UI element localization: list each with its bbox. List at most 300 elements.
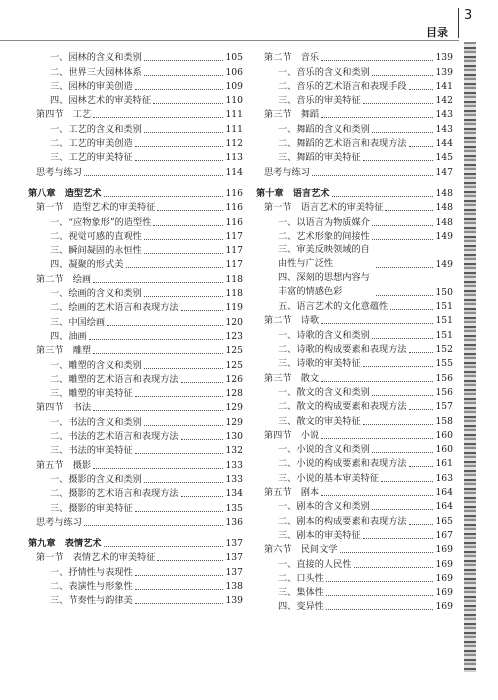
dot-leader	[363, 366, 434, 367]
dot-leader	[144, 425, 224, 426]
toc-section-entry	[28, 164, 243, 178]
toc-section-entry	[28, 400, 243, 414]
dot-leader	[354, 567, 434, 568]
toc-entry-title: 第四节 书法	[36, 402, 92, 414]
toc-subsection-entry	[256, 442, 453, 456]
toc-page-number: 142	[435, 95, 453, 107]
toc-entry-title: 一、舞蹈的含义和类别	[278, 123, 370, 135]
toc-entry-title: 二、绘画的艺术语言和表现方法	[50, 302, 179, 314]
dot-leader	[144, 75, 224, 76]
dot-leader	[326, 581, 434, 582]
toc-subsection-entry	[256, 599, 453, 613]
toc-page-number: 161	[435, 458, 453, 470]
toc-entry-title: 二、诗歌的构成要素和表现方法	[278, 344, 407, 356]
toc-entry-title: 三、剧本的审美特征	[278, 529, 361, 541]
toc-entry-title: 第十章 语言艺术	[256, 187, 330, 199]
toc-entry-title: 第八章 造型艺术	[28, 187, 102, 199]
toc-subsection-entry	[28, 150, 243, 164]
toc-entry-title: 三、雕塑的审美特征	[50, 388, 133, 400]
toc-subsection-entry	[28, 429, 243, 443]
toc-subsection-entry	[256, 299, 453, 313]
toc-subsection-entry	[28, 64, 243, 78]
toc-entry-title: 二、视觉可感的直观性	[50, 230, 142, 242]
running-header: 目录	[426, 26, 448, 39]
toc-page-number: 114	[225, 166, 243, 178]
toc-page-number: 147	[435, 166, 453, 178]
toc-entry-title: 第三节 雕塑	[36, 345, 92, 357]
toc-page-number: 116	[225, 216, 243, 228]
toc-page-number: 118	[225, 288, 243, 300]
dot-leader	[372, 75, 434, 76]
toc-page-number: 169	[435, 544, 453, 556]
dot-leader	[144, 60, 224, 61]
toc-page-number: 133	[225, 459, 243, 471]
toc-entry-title: 一、书法的含义和类别	[50, 416, 142, 428]
toc-entry-title: 一、工艺的含义和类别	[50, 123, 142, 135]
toc-subsection-entry	[28, 443, 243, 457]
toc-page-number: 123	[225, 330, 243, 342]
dot-leader	[390, 309, 433, 310]
dot-leader	[376, 295, 433, 296]
toc-right-column	[256, 50, 453, 613]
toc-entry-title: 四、深刻的思想内容与丰富的情感色彩	[278, 271, 370, 297]
toc-section-entry	[256, 107, 453, 121]
toc-subsection-entry	[28, 79, 243, 93]
toc-entry-title: 思考与练习	[264, 166, 310, 178]
dot-leader	[372, 338, 434, 339]
dot-leader	[135, 396, 224, 397]
dot-leader	[135, 603, 224, 604]
toc-subsection-entry	[28, 414, 243, 428]
toc-page-number: 148	[435, 202, 453, 214]
toc-page-number: 145	[435, 152, 453, 164]
dot-leader	[144, 239, 224, 240]
dot-leader	[409, 352, 434, 353]
toc-chapter-entry	[28, 536, 243, 550]
toc-page-number: 111	[225, 123, 243, 135]
toc-entry-title: 三、诗歌的审美特征	[278, 358, 361, 370]
dot-leader	[372, 509, 434, 510]
toc-entry-title: 第三节 散文	[264, 372, 320, 384]
toc-page-number: 117	[225, 259, 243, 271]
dot-leader	[326, 595, 434, 596]
toc-entry-title: 二、剧本的构成要素和表现方法	[278, 515, 407, 527]
toc-subsection-entry	[256, 64, 453, 78]
toc-page-number: 148	[435, 187, 453, 199]
toc-page-number: 120	[225, 316, 243, 328]
toc-page-number: 156	[435, 386, 453, 398]
dot-leader	[135, 453, 224, 454]
toc-page-number: 135	[225, 502, 243, 514]
toc-page-number: 160	[435, 429, 453, 441]
toc-entry-title: 一、诗歌的含义和类别	[278, 329, 370, 341]
dot-leader	[135, 575, 224, 576]
toc-subsection-entry	[256, 93, 453, 107]
toc-entry-title: 三、舞蹈的审美特征	[278, 152, 361, 164]
dot-leader	[181, 310, 224, 311]
toc-subsection-entry	[256, 385, 453, 399]
dot-leader	[181, 439, 224, 440]
toc-page-number: 128	[225, 388, 243, 400]
toc-entry-title: 三、节奏性与韵律美	[50, 595, 133, 607]
toc-subsection-entry	[28, 579, 243, 593]
dot-leader	[372, 132, 434, 133]
toc-chapter-entry	[28, 186, 243, 200]
dot-leader	[321, 323, 433, 324]
toc-entry-title: 三、工艺的审美特征	[50, 152, 133, 164]
toc-section-entry	[256, 485, 453, 499]
toc-subsection-entry	[256, 229, 453, 243]
toc-entry-title: 二、世界三大园林体系	[50, 66, 142, 78]
toc-section-entry	[256, 542, 453, 556]
dot-leader	[84, 525, 224, 526]
toc-subsection-entry	[256, 271, 453, 299]
toc-section-entry	[256, 370, 453, 384]
dot-leader	[321, 60, 433, 61]
toc-subsection-entry	[28, 300, 243, 314]
toc-page-number: 139	[435, 66, 453, 78]
dot-leader	[104, 546, 224, 547]
toc-page-number: 151	[435, 329, 453, 341]
dot-leader	[126, 267, 224, 268]
toc-page-number: 149	[435, 258, 453, 270]
toc-page-number: 151	[435, 301, 453, 313]
toc-subsection-entry	[28, 593, 243, 607]
dot-leader	[157, 560, 223, 561]
toc-section-entry	[256, 200, 453, 214]
toc-section-entry	[28, 457, 243, 471]
toc-page-number: 125	[225, 345, 243, 357]
toc-subsection-entry	[256, 121, 453, 135]
toc-section-entry	[256, 428, 453, 442]
toc-page-number: 144	[435, 138, 453, 150]
dot-leader	[93, 353, 223, 354]
toc-page-number: 112	[225, 138, 243, 150]
toc-subsection-entry	[256, 499, 453, 513]
toc-section-entry	[28, 271, 243, 285]
toc-page-number: 109	[225, 80, 243, 92]
toc-subsection-entry	[28, 257, 243, 271]
toc-page-number: 117	[225, 230, 243, 242]
dot-leader	[321, 381, 433, 382]
page-number: 3	[464, 8, 473, 23]
toc-subsection-entry	[28, 214, 243, 228]
dot-leader	[363, 538, 434, 539]
dot-leader	[321, 117, 433, 118]
dot-leader	[372, 239, 434, 240]
toc-subsection-entry	[28, 564, 243, 578]
dot-leader	[93, 117, 223, 118]
toc-entry-title: 第二节 音乐	[264, 52, 320, 64]
dot-leader	[363, 424, 434, 425]
toc-page-number: 152	[435, 344, 453, 356]
header-rule	[0, 40, 459, 41]
toc-page-number: 126	[225, 373, 243, 385]
toc-page-number: 139	[225, 595, 243, 607]
toc-entry-title: 第四节 工艺	[36, 109, 92, 121]
dot-leader	[372, 452, 434, 453]
toc-entry-title: 三、中国绘画	[50, 316, 106, 328]
toc-page-number: 138	[225, 580, 243, 592]
toc-page-number: 119	[225, 302, 243, 314]
toc-entry-title: 一、摄影的含义和类别	[50, 473, 142, 485]
toc-entry-title: 第一节 造型艺术的审美特征	[36, 202, 156, 214]
toc-subsection-entry	[256, 556, 453, 570]
toc-subsection-entry	[256, 136, 453, 150]
toc-page-number: 136	[225, 516, 243, 528]
dot-leader	[181, 382, 224, 383]
header-divider	[458, 8, 459, 38]
toc-entry-title: 一、直接的人民性	[278, 558, 352, 570]
decorative-edge-band	[464, 42, 476, 672]
dot-leader	[332, 196, 434, 197]
toc-page-number: 129	[225, 402, 243, 414]
toc-section-entry	[28, 550, 243, 564]
dot-leader	[135, 146, 224, 147]
toc-subsection-entry	[28, 243, 243, 257]
toc-entry-title: 一、以语言为物质媒介	[278, 216, 370, 228]
toc-entry-title: 思考与练习	[36, 166, 82, 178]
dot-leader	[409, 524, 434, 525]
toc-entry-title: 四、园林艺术的审美特征	[50, 95, 152, 107]
toc-page-number: 150	[435, 286, 453, 298]
toc-page-number: 160	[435, 444, 453, 456]
toc-entry-title: 一、剧本的含义和类别	[278, 501, 370, 513]
dot-leader	[144, 296, 224, 297]
dot-leader	[84, 175, 224, 176]
toc-subsection-entry	[256, 150, 453, 164]
toc-page-number: 164	[435, 501, 453, 513]
toc-chapter-entry	[256, 186, 453, 200]
toc-entry-title: 二、散文的构成要素和表现方法	[278, 401, 407, 413]
toc-subsection-entry	[28, 500, 243, 514]
dot-leader	[144, 253, 224, 254]
toc-page-number: 169	[435, 601, 453, 613]
toc-page-number: 149	[435, 230, 453, 242]
toc-entry-title: 二、小说的构成要素和表现方法	[278, 458, 407, 470]
dot-leader	[376, 267, 433, 268]
toc-subsection-entry	[28, 357, 243, 371]
toc-page-number: 164	[435, 487, 453, 499]
dot-leader	[409, 409, 434, 410]
toc-entry-title: 二、音乐的艺术语言和表现手段	[278, 80, 407, 92]
toc-subsection-entry	[28, 93, 243, 107]
toc-page-number: 137	[225, 552, 243, 564]
toc-page-number: 158	[435, 415, 453, 427]
dot-leader	[107, 325, 223, 326]
toc-entry-title: 二、摄影的艺术语言和表现方法	[50, 488, 179, 500]
toc-entry-title: 第四节 小说	[264, 429, 320, 441]
dot-leader	[321, 438, 433, 439]
toc-entry-title: 第六节 民间文学	[264, 544, 338, 556]
toc-subsection-entry	[28, 121, 243, 135]
toc-entry-title: 一、“应物象形”的造型性	[50, 216, 152, 228]
toc-subsection-entry	[28, 136, 243, 150]
toc-entry-title: 三、小说的基本审美特征	[278, 472, 380, 484]
toc-section-entry	[28, 200, 243, 214]
toc-section-entry	[28, 343, 243, 357]
toc-subsection-entry	[256, 571, 453, 585]
toc-page-number: 116	[225, 202, 243, 214]
dot-leader	[93, 282, 223, 283]
dot-leader	[326, 609, 434, 610]
toc-section-entry	[28, 515, 243, 529]
toc-page-number: 116	[225, 187, 243, 199]
toc-entry-title: 二、工艺的审美创造	[50, 138, 133, 150]
toc-entry-title: 三、审美反映领域的自由性与广泛性	[278, 243, 370, 269]
toc-page-number: 169	[435, 587, 453, 599]
dot-leader	[363, 160, 434, 161]
toc-entry-title: 四、油画	[50, 330, 87, 342]
toc-entry-title: 三、散文的审美特征	[278, 415, 361, 427]
toc-entry-title: 第九章 表情艺术	[28, 538, 102, 550]
toc-page-number: 143	[435, 123, 453, 135]
toc-subsection-entry	[28, 472, 243, 486]
toc-entry-title: 一、绘画的含义和类别	[50, 288, 142, 300]
toc-entry-title: 二、口头性	[278, 572, 324, 584]
dot-leader	[144, 132, 224, 133]
toc-page-number: 111	[225, 109, 243, 121]
toc-subsection-entry	[256, 356, 453, 370]
toc-subsection-entry	[256, 327, 453, 341]
toc-page-number: 137	[225, 566, 243, 578]
toc-subsection-entry	[28, 486, 243, 500]
toc-page-number: 155	[435, 358, 453, 370]
dot-leader	[104, 196, 224, 197]
toc-entry-title: 一、抒情性与表现性	[50, 566, 133, 578]
dot-leader	[372, 225, 434, 226]
toc-page-number: 132	[225, 445, 243, 457]
toc-page-number: 169	[435, 572, 453, 584]
dot-leader	[144, 368, 224, 369]
toc-entry-title: 第三节 舞蹈	[264, 109, 320, 121]
toc-entry-title: 四、变异性	[278, 601, 324, 613]
toc-page-number: 125	[225, 359, 243, 371]
dot-leader	[381, 481, 433, 482]
toc-page-number: 129	[225, 416, 243, 428]
toc-subsection-entry	[256, 528, 453, 542]
toc-subsection-entry	[256, 413, 453, 427]
toc-section-entry	[28, 107, 243, 121]
toc-entry-title: 思考与练习	[36, 516, 82, 528]
toc-subsection-entry	[28, 314, 243, 328]
toc-entry-title: 第二节 诗歌	[264, 315, 320, 327]
toc-subsection-entry	[28, 329, 243, 343]
toc-entry-title: 一、园林的含义和类别	[50, 52, 142, 64]
toc-page-number: 133	[225, 473, 243, 485]
toc-subsection-entry	[28, 50, 243, 64]
toc-entry-title: 一、散文的含义和类别	[278, 386, 370, 398]
dot-leader	[312, 175, 434, 176]
toc-page-number: 130	[225, 431, 243, 443]
toc-subsection-entry	[28, 229, 243, 243]
toc-subsection-entry	[256, 456, 453, 470]
toc-entry-title: 三、书法的审美特征	[50, 445, 133, 457]
dot-leader	[144, 482, 224, 483]
toc-page-number: 148	[435, 216, 453, 228]
toc-page-number: 151	[435, 315, 453, 327]
dot-leader	[153, 103, 223, 104]
dot-leader	[135, 589, 224, 590]
toc-subsection-entry	[256, 79, 453, 93]
toc-section-entry	[256, 313, 453, 327]
dot-leader	[157, 210, 223, 211]
dot-leader	[181, 496, 224, 497]
dot-leader	[89, 339, 224, 340]
toc-entry-title: 第五节 摄影	[36, 459, 92, 471]
toc-page-number: 169	[435, 558, 453, 570]
toc-page-number: 139	[435, 52, 453, 64]
toc-entry-title: 二、表演性与形象性	[50, 580, 133, 592]
toc-subsection-entry	[256, 470, 453, 484]
toc-entry-title: 三、集体性	[278, 587, 324, 599]
toc-subsection-entry	[28, 386, 243, 400]
toc-page-number: 165	[435, 515, 453, 527]
toc-page-number: 106	[225, 66, 243, 78]
toc-entry-title: 第一节 表情艺术的审美特征	[36, 552, 156, 564]
toc-page-number: 113	[225, 152, 243, 164]
toc-page-number: 157	[435, 401, 453, 413]
dot-leader	[372, 395, 434, 396]
toc-subsection-entry	[256, 214, 453, 228]
dot-leader	[135, 89, 224, 90]
toc-entry-title: 四、凝聚的形式美	[50, 259, 124, 271]
toc-section-entry	[256, 164, 453, 178]
dot-leader	[135, 160, 224, 161]
toc-entry-title: 三、摄影的审美特征	[50, 502, 133, 514]
toc-section-entry	[256, 50, 453, 64]
toc-entry-title: 三、音乐的审美特征	[278, 95, 361, 107]
toc-entry-title: 一、雕塑的含义和类别	[50, 359, 142, 371]
toc-entry-title: 第一节 语言艺术的审美特征	[264, 202, 384, 214]
dot-leader	[409, 89, 434, 90]
toc-subsection-entry	[256, 342, 453, 356]
toc-entry-title: 三、瞬间凝固的永恒性	[50, 245, 142, 257]
dot-leader	[409, 466, 434, 467]
toc-entry-title: 一、音乐的含义和类别	[278, 66, 370, 78]
toc-page-number: 163	[435, 472, 453, 484]
toc-subsection-entry	[256, 243, 453, 271]
toc-subsection-entry	[28, 286, 243, 300]
toc-entry-title: 二、书法的艺术语言和表现方法	[50, 431, 179, 443]
dot-leader	[363, 103, 434, 104]
toc-subsection-entry	[256, 399, 453, 413]
toc-entry-title: 一、小说的含义和类别	[278, 444, 370, 456]
toc-entry-title: 第二节 绘画	[36, 273, 92, 285]
toc-entry-title: 五、语言艺术的文化意蕴性	[278, 301, 389, 313]
toc-page-number: 134	[225, 488, 243, 500]
toc-left-column	[28, 50, 243, 607]
toc-entry-title: 二、雕塑的艺术语言和表现方法	[50, 373, 179, 385]
toc-page-number: 167	[435, 529, 453, 541]
dot-leader	[321, 495, 433, 496]
toc-entry-title: 三、园林的审美创造	[50, 80, 133, 92]
dot-leader	[409, 146, 434, 147]
toc-page-number: 110	[225, 95, 243, 107]
toc-page-number: 105	[225, 52, 243, 64]
toc-page-number: 143	[435, 109, 453, 121]
toc-entry-title: 二、艺术形象的间接性	[278, 230, 370, 242]
toc-page-number: 141	[435, 80, 453, 92]
dot-leader	[135, 511, 224, 512]
toc-subsection-entry	[28, 372, 243, 386]
toc-page-number: 137	[225, 538, 243, 550]
toc-subsection-entry	[256, 585, 453, 599]
toc-subsection-entry	[256, 513, 453, 527]
dot-leader	[340, 552, 434, 553]
dot-leader	[93, 468, 223, 469]
dot-leader	[153, 225, 223, 226]
